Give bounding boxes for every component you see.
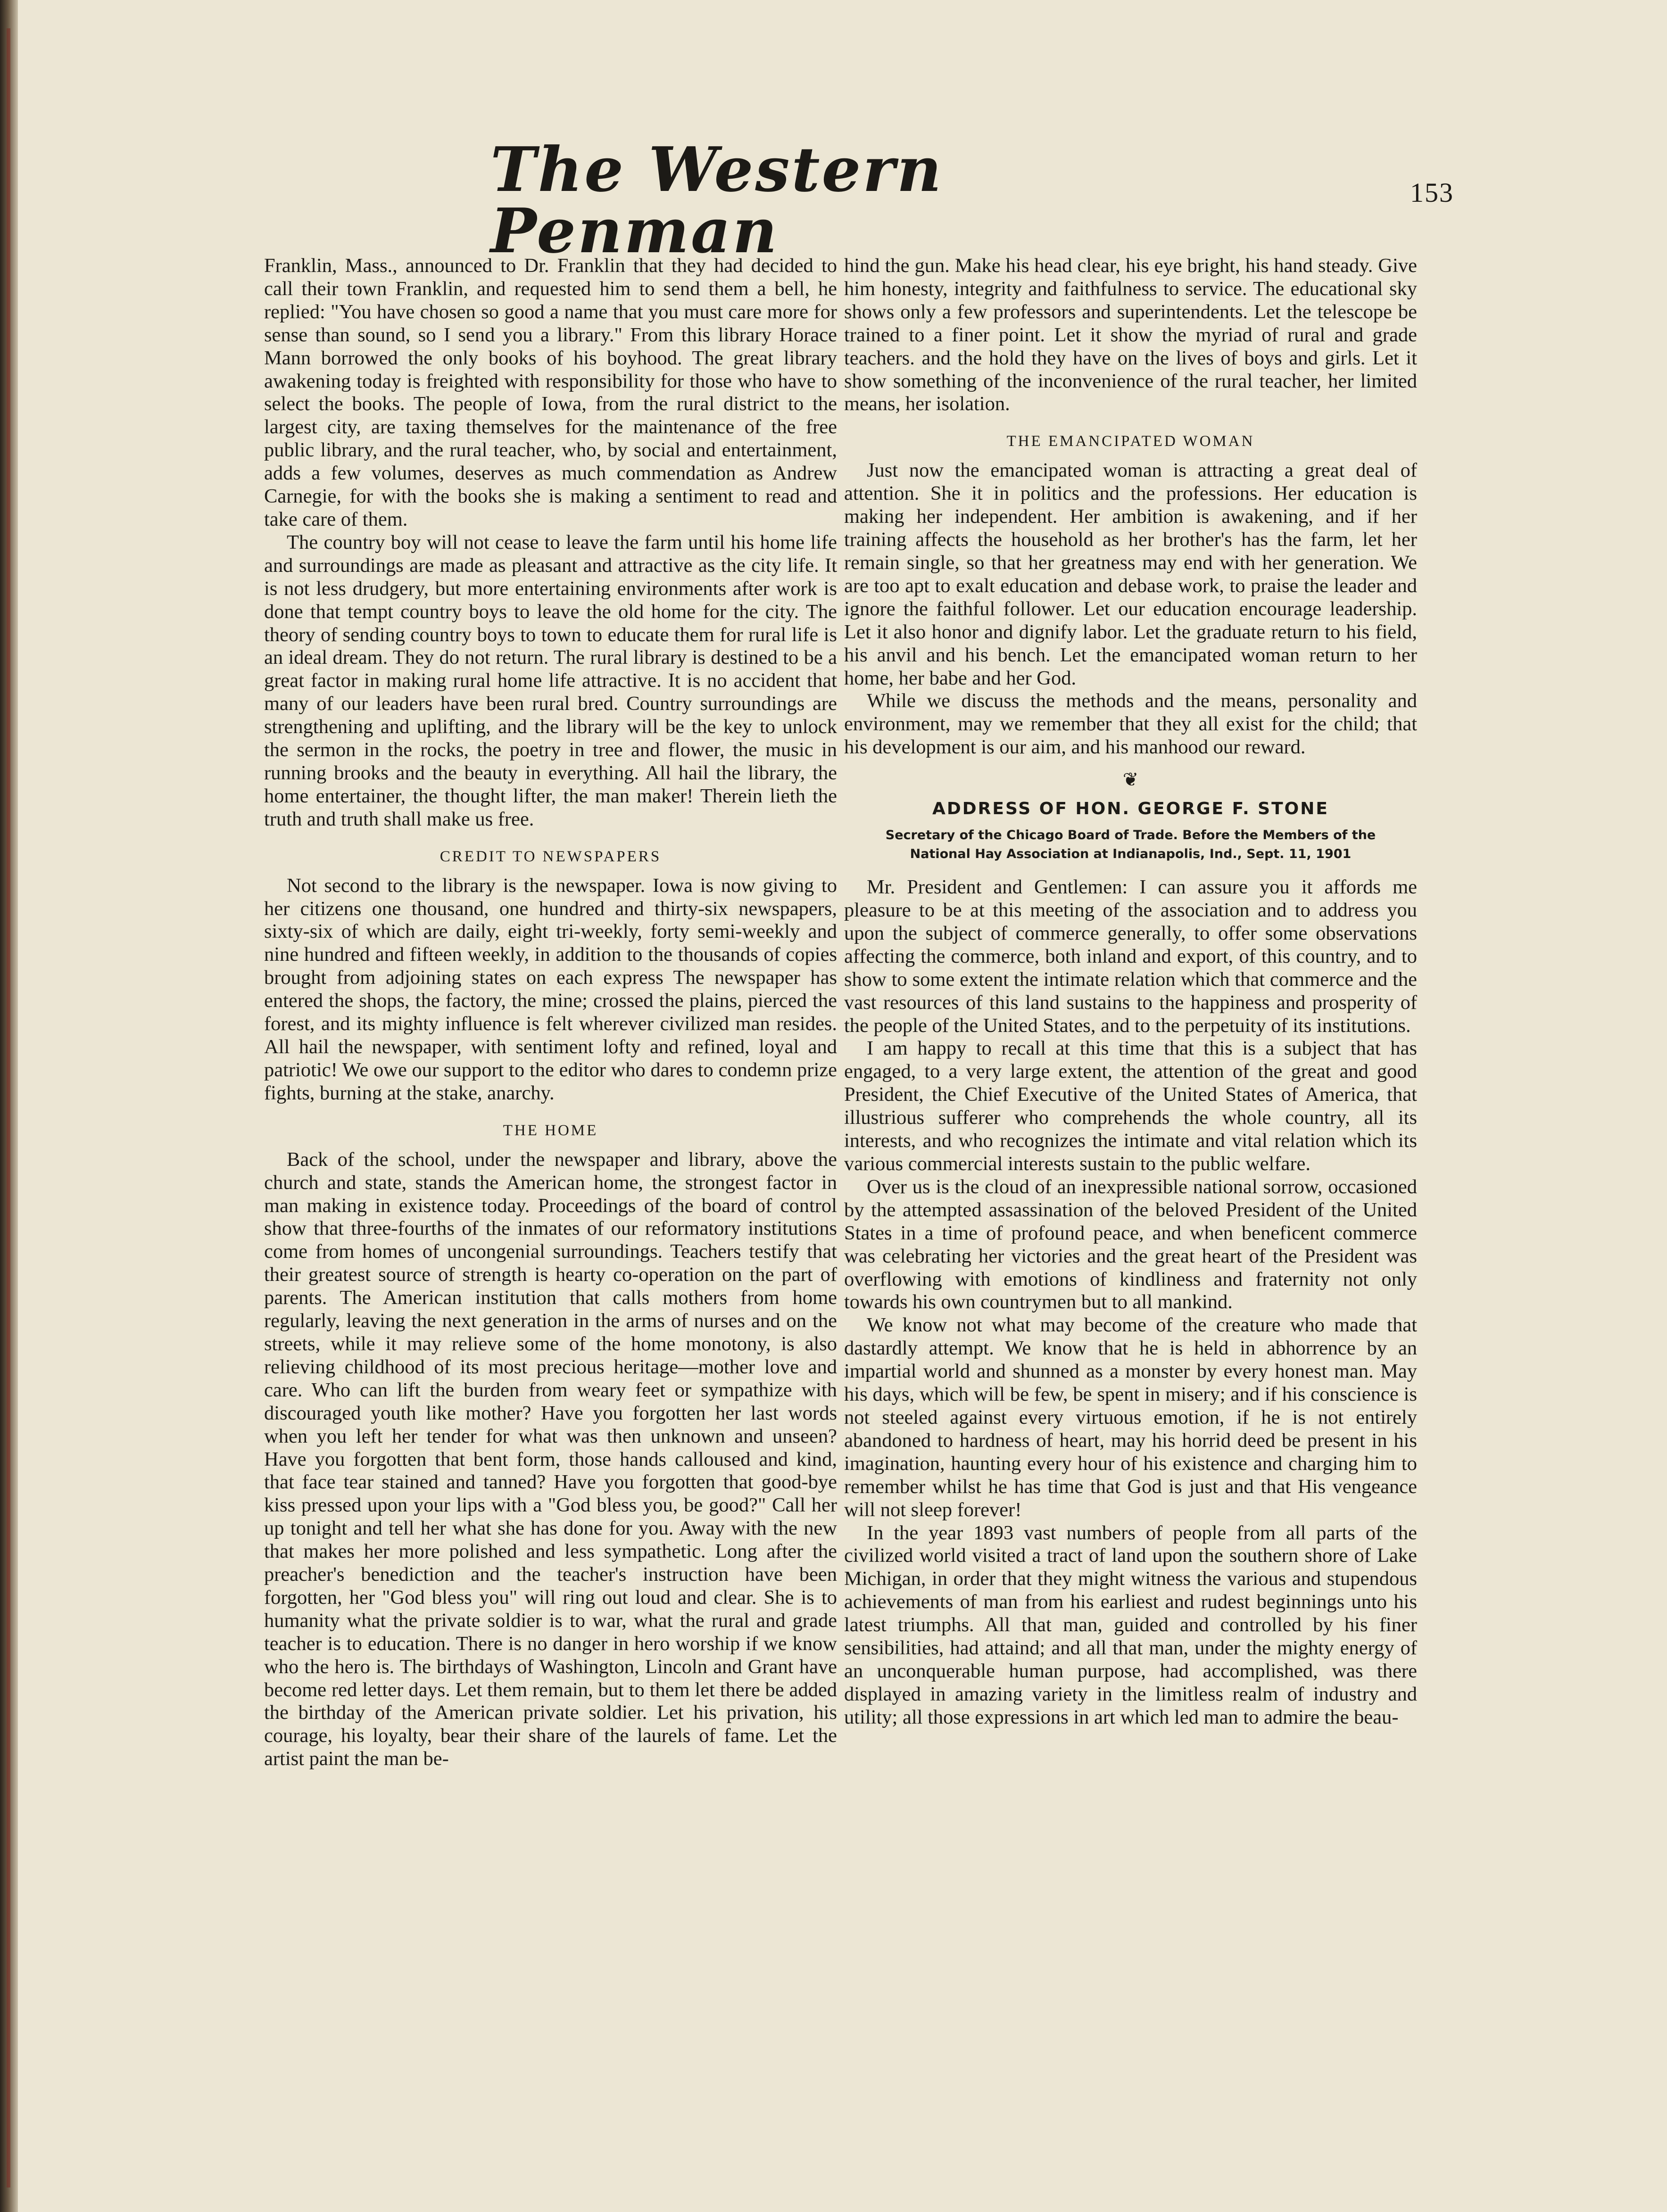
paragraph: I am happy to recall at this time that this is a subject that has engaged, to a very large extent, the attention of the great and good President, the Chief Executive of the United States of America, that illustrious sufferer who comprehends the whole country, all its interests, and who recognizes the intimate and vital relation which its various commercial interests sustain to the public welfare. bbox=[844, 1037, 1417, 1175]
leaf-ornament-icon: ❦ bbox=[1122, 769, 1139, 791]
paragraph: Not second to the library is the newspaper. Iowa is now giving to her citizens one thousand, one hundred and thirty-six newspapers, sixty-six of which are daily, eight tri-weekly, forty semi-weekly and nine hundred and fifteen weekly, in addition to the thousands of copies brought from adjoining states on each express The newspaper has entered the shops, the factory, the mine; crossed the plains, pierced the forest, and its mighty influence is felt wherever civilized man resides. All hail the newspaper, with sentiment lofty and refined, loyal and patriotic! We owe our support to the editor who dares to condemn prize fights, burning at the stake, anarchy. bbox=[264, 874, 837, 1104]
masthead bbox=[476, 133, 1184, 267]
section-heading-home: THE HOME bbox=[503, 1122, 598, 1139]
paragraph: In the year 1893 vast numbers of people from all parts of the civilized world visited a tract of land upon the southern shore of Lake Michigan, in order that they might witness the various and stupendous achievements of man from his earliest and rudest beginnings unto his latest triumphs. All that man, guided and controlled by his finer sensibilities, had attaind; and all that man, under the mighty energy of an unconquerable human purpose, had accomplished, was there displayed in amazing variety in the limitless realm of industry and utility; all those expressions in art which led man to admire the beau- bbox=[844, 1521, 1417, 1728]
paragraph: The country boy will not cease to leave the farm until his home life and surroundings are made as pleasant and attractive as the city life. It is not less drudgery, but more entertaining environments after work is done that tempt country boys to leave the old home for the city. The theory of sending country boys to town to educate them for rural life is an ideal dream. They do not return. The rural library is destined to be a great factor in making rural home life attractive. It is no accident that many of our leaders have been rural bred. Country surroundings are strengthening and uplifting, and the library will be the key to unlock the sermon in the rocks, the poetry in tree and flower, the music in running brooks and the beauty in everything. All hail the library, the home entertainer, the thought lifter, the man maker! Therein lieth the truth and truth shall make us free. bbox=[264, 531, 837, 830]
paragraph: hind the gun. Make his head clear, his eye bright, his hand steady. Give him honesty, integrity and faithfulness to service. The educational sky shows only a few professors and superintendents. Let the telescope be trained to a finer point. Let it show the myriad of rural and grade teachers. and the hold they have on the lives of boys and girls. Let it show something of the inconvenience of the rural teacher, her limited means, her isolation. bbox=[844, 255, 1417, 415]
paragraph: Back of the school, under the newspaper and library, above the church and state, stands the American home, the strongest factor in man making in existence today. Proceedings of the board of control show that three-fourths of the inmates of our reformatory institutions come from homes of uncongenial surroundings. Teachers testify that their greatest source of strength is hearty co-operation on the part of parents. The American institution that calls mothers from home regularly, leaving the next generation in the arms of nurses and on the streets, while it may relieve some of the home monotony, is also relieving childhood of its most precious heritage—mother love and care. Who can lift the burden from weary feet or sympathize with discouraged youth like mother? Have you forgotten her last words when you left her tender for what was then unknown and unseen? Have you forgotten that bent form, those hands calloused and kind, that face tear stained and tanned? Have you forgotten that good-bye kiss pressed upon your lips with a "God bless you, be good?" Call her up tonight and tell her what she has done for you. Away with the new that makes her more polished and less sympathetic. Long after the preacher's benediction and the teacher's instruction have been forgotten, her "God bless you" will ring out loud and clear. She is to humanity what the private soldier is to war, what the rural and grade teacher is to education. There is no danger in hero worship if we know who the hero is. The birthdays of Washington, Lincoln and Grant have become red letter days. Let them remain, but to them let there be added the birthday of the American private soldier. Let his privation, his courage, his loyalty, bear their share of the laurels of fame. Let the artist paint the man be- bbox=[264, 1148, 837, 1770]
address-title: ADDRESS OF HON. GEORGE F. STONE bbox=[932, 799, 1329, 819]
paragraph: Over us is the cloud of an inexpressible national sorrow, occasioned by the attempted assassination of the beloved President of the United States in a time of profound peace, and when beneficent commerce was celebrating her victories and the great heart of the President was overflowing with emotions of kindliness and fraternity not only towards his own countrymen but to all mankind. bbox=[844, 1175, 1417, 1313]
masthead-logo: The Western Penman bbox=[490, 133, 944, 267]
page-number: 153 bbox=[1410, 177, 1454, 208]
binding-stripe bbox=[7, 28, 10, 2187]
paragraph: Mr. President and Gentlemen: I can assure you it affords me pleasure to be at this meeting of the association and to address you upon the subject of commerce generally, to offer some observations affecting the commerce, both inland and export, of this country, and to show to some extent the intimate relation which that commerce and the vast resources of this land sustains to the happiness and prosperity of the people of the United States, and to the perpetuity of its institutions. bbox=[844, 876, 1417, 1037]
paragraph: While we discuss the methods and the means, personality and environment, may we remember that they all exist for the child; that his development is our aim, and his manhood our reward. bbox=[844, 690, 1417, 759]
section-heading-newspapers: CREDIT TO NEWSPAPERS bbox=[440, 848, 662, 865]
right-column bbox=[844, 255, 1417, 1729]
paragraph: Franklin, Mass., announced to Dr. Franklin that they had decided to call their town Franklin, and requested him to send them a bell, he replied: "You have chosen so good a name that you must care more for sense than sound, so I send you a library." From this library Horace Mann borrowed the only books of his boyhood. The great library awakening today is freighted with responsibility for those who have to select the books. The people of Iowa, from the rural district to the largest city, are taxing themselves for the maintenance of the free public library, and the rural teacher, who, by social and entertainment, adds a few volumes, deserves as much commendation as Andrew Carnegie, for with the books she is making a sentiment to read and take care of them. bbox=[264, 255, 837, 530]
section-heading-woman: THE EMANCIPATED WOMAN bbox=[1006, 433, 1255, 450]
address-subtitle: Secretary of the Chicago Board of Trade. Before the Members of the National Hay Association at Indianapolis, Ind., Sept. 11, 1901 bbox=[885, 828, 1376, 862]
paragraph: We know not what may become of the creature who made that dastardly attempt. We know that he is held in abhorrence by an impartial world and shunned as a monster by every honest man. May his days, which will be few, be spent in misery; and if his conscience is not steeled against every virtuous emotion, if he is not entirely abandoned to hardness of heart, may his horrid deed be present in his imagination, haunting every hour of his existence and charging him to remember whilst he has time that God is just and that His vengeance will not sleep forever! bbox=[844, 1314, 1417, 1521]
left-column bbox=[264, 255, 837, 1771]
paragraph: Just now the emancipated woman is attracting a great deal of attention. She it in politics and the professions. Her education is making her independent. Her ambition is awakening, and if her training affects the household as her brother's has the farm, let her remain single, so that her greatness may end with her generation. We are too apt to exalt education and debase work, to praise the leader and ignore the faithful follower. Let our education encourage leadership. Let it also honor and dignify labor. Let the graduate return to his field, his anvil and his bench. Let the emancipated woman return to her home, her babe and her God. bbox=[844, 459, 1417, 689]
